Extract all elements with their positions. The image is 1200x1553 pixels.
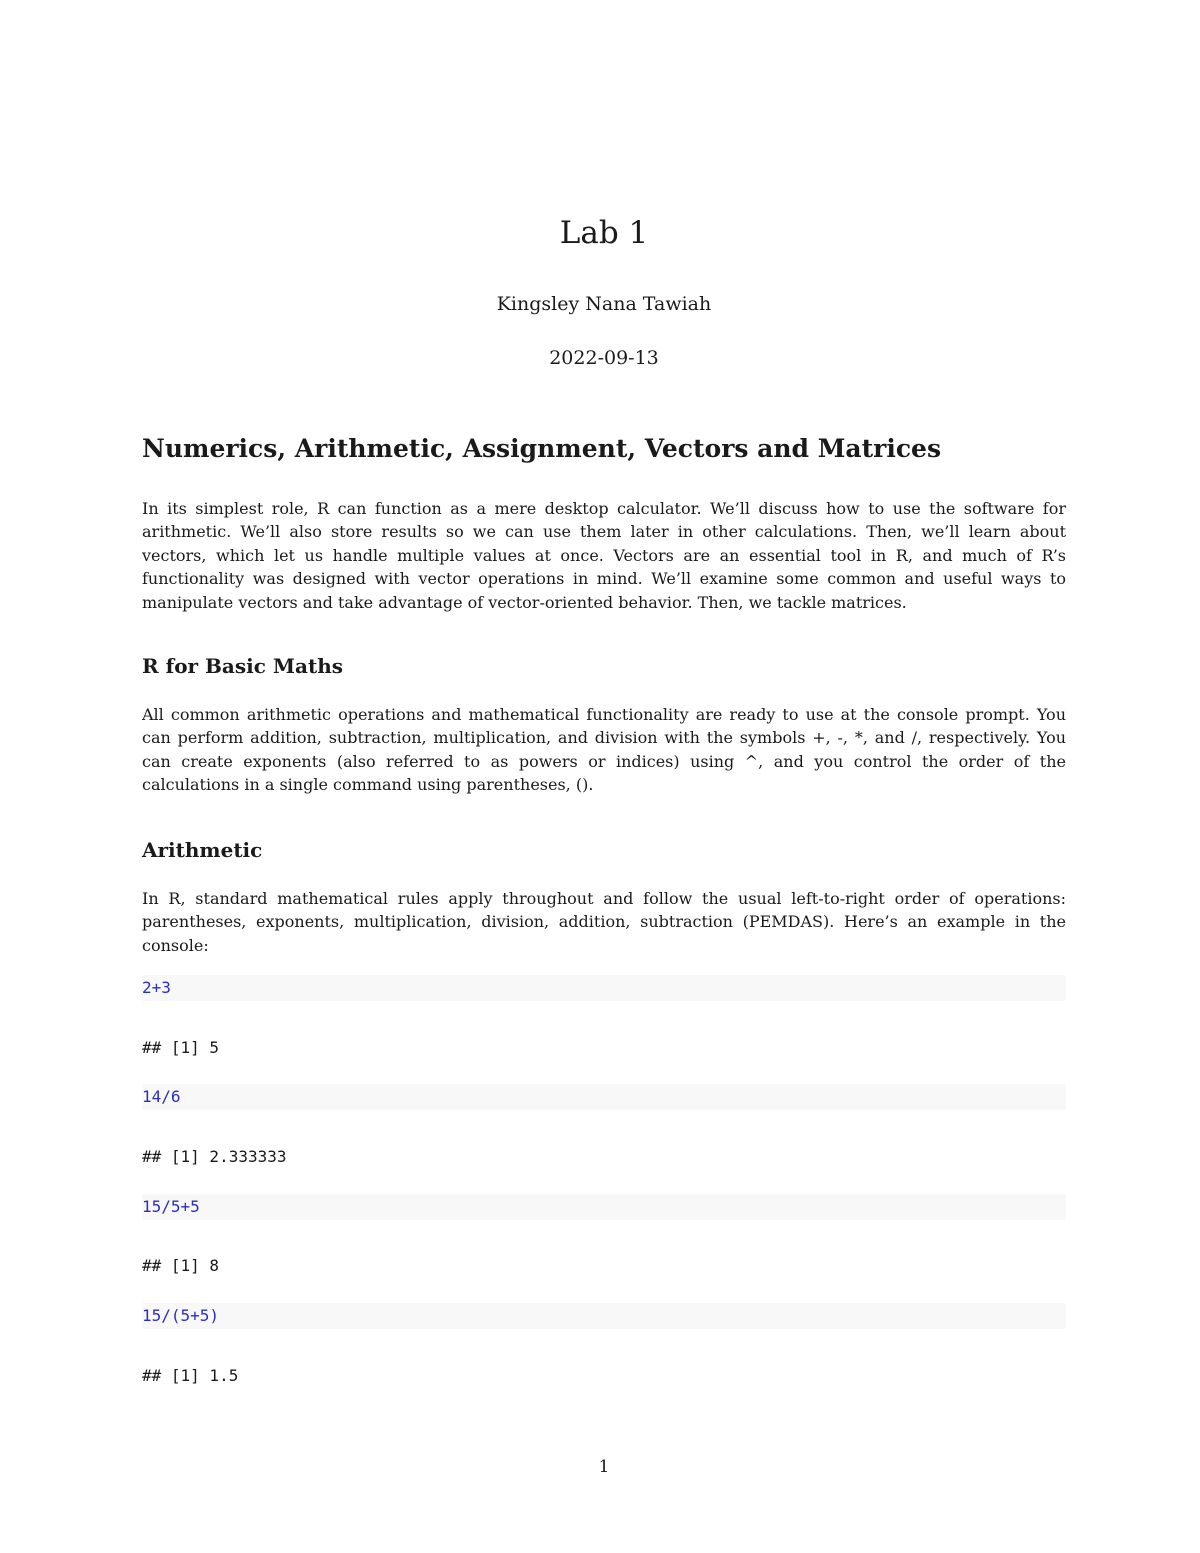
code-block: 14/6 [142, 1084, 1066, 1110]
document-date: 2022-09-13 [549, 347, 659, 369]
code-block: 2+3 [142, 975, 1066, 1001]
arithmetic-paragraph: In R, standard mathematical rules apply throughout and follow the usual left-to-right order of operations: parentheses, exponents, multiplication, division, addition, subtraction (PEMDAS). Here’s an example in the console: [142, 889, 1066, 955]
document-author: Kingsley Nana Tawiah [496, 293, 712, 315]
document-page [142, 0, 1066, 1553]
code-output: ## [1] 5 [142, 1038, 220, 1057]
code-output: ## [1] 1.5 [142, 1366, 239, 1385]
page-number: 1 [598, 1457, 610, 1477]
document-title: Lab 1 [559, 215, 649, 251]
section-heading-numerics: Numerics, Arithmetic, Assignment, Vectors and Matrices [142, 434, 942, 463]
code-output: ## [1] 8 [142, 1256, 220, 1275]
code-block: 15/(5+5) [142, 1303, 1066, 1329]
code-output: ## [1] 2.333333 [142, 1147, 287, 1166]
section-heading-basic-maths: R for Basic Maths [142, 654, 344, 678]
section-heading-arithmetic: Arithmetic [142, 838, 263, 862]
intro-paragraph: In its simplest role, R can function as a mere desktop calculator. We’ll discuss how to use the software for arithmetic. We’ll also store results so we can use them later in other calculations. Then, we’ll learn about vectors, which let us handle multiple values at once. Vectors are an essential tool in R, and much of R’s functionality was designed with vector operations in mind. We’ll examine some common and useful ways to manipulate vectors and take advantage of vector-oriented behavior. Then, we tackle matrices. [142, 499, 1066, 612]
basic-maths-paragraph: All common arithmetic operations and mathematical functionality are ready to use at the console prompt. You can perform addition, subtraction, multiplication, and division with the symbols +, -, *, and /, respectively. You can create exponents (also referred to as powers or indices) using ^, and you control the order of the calculations in a single command using parentheses, (). [142, 705, 1066, 795]
code-block: 15/5+5 [142, 1194, 1066, 1220]
